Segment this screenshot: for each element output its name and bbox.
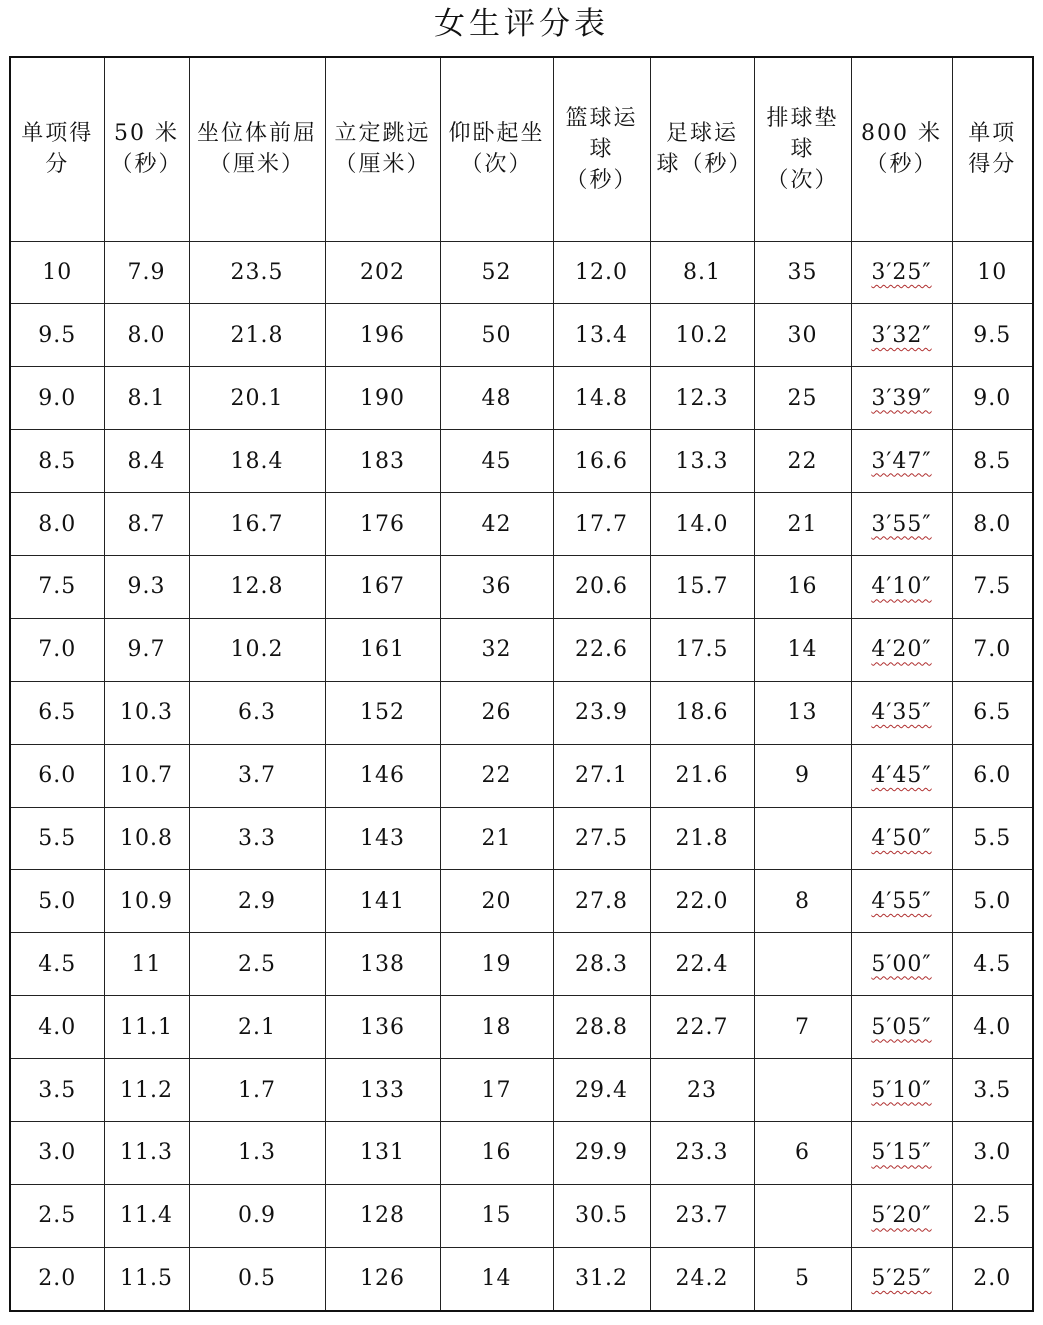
cell-50m: 10.3 [104, 681, 189, 744]
cell-basketball: 28.3 [553, 933, 650, 996]
cell-football: 12.3 [650, 367, 754, 430]
cell-800m [851, 367, 952, 430]
cell-basketball: 27.5 [553, 807, 650, 870]
cell-800m [851, 430, 952, 493]
run-time-value: 4′45″ [871, 763, 932, 789]
cell-football: 22.7 [650, 996, 754, 1059]
cell-50m: 11.2 [104, 1059, 189, 1122]
cell-sit-and-reach: 3.3 [189, 807, 325, 870]
cell-sit-and-reach: 2.5 [189, 933, 325, 996]
cell-score-right: 7.5 [952, 555, 1033, 618]
cell-score-right: 8.5 [952, 430, 1033, 493]
cell-long-jump: 202 [325, 241, 440, 304]
cell-50m: 10.8 [104, 807, 189, 870]
cell-football: 23 [650, 1059, 754, 1122]
cell-football: 17.5 [650, 618, 754, 681]
cell-score-right: 3.0 [952, 1121, 1033, 1184]
table-row [10, 304, 1033, 367]
cell-volleyball: 13 [754, 681, 851, 744]
cell-50m: 11.1 [104, 996, 189, 1059]
header-cell-football: 足球运球（秒） [650, 57, 754, 241]
table-row [10, 744, 1033, 807]
cell-sit-and-reach: 0.5 [189, 1247, 325, 1310]
cell-basketball: 22.6 [553, 618, 650, 681]
cell-50m: 11.4 [104, 1184, 189, 1247]
cell-score: 8.5 [10, 430, 104, 493]
table-row [10, 996, 1033, 1059]
cell-800m [851, 304, 952, 367]
cell-basketball: 27.8 [553, 870, 650, 933]
cell-score-right: 6.5 [952, 681, 1033, 744]
cell-volleyball: 7 [754, 996, 851, 1059]
table-row [10, 870, 1033, 933]
cell-score: 4.0 [10, 996, 104, 1059]
cell-sit-and-reach: 16.7 [189, 493, 325, 556]
cell-basketball: 20.6 [553, 555, 650, 618]
run-time-value: 5′10″ [871, 1077, 932, 1103]
cell-long-jump: 161 [325, 618, 440, 681]
run-time-value: 3′39″ [871, 385, 932, 411]
cell-basketball: 16.6 [553, 430, 650, 493]
cell-long-jump: 152 [325, 681, 440, 744]
cell-volleyball [754, 1184, 851, 1247]
run-time-value: 5′15″ [871, 1140, 932, 1166]
table-row [10, 1247, 1033, 1310]
cell-sit-ups: 20 [440, 870, 553, 933]
cell-score: 6.0 [10, 744, 104, 807]
cell-score: 4.5 [10, 933, 104, 996]
cell-sit-and-reach: 6.3 [189, 681, 325, 744]
cell-score-right: 5.5 [952, 807, 1033, 870]
cell-long-jump: 138 [325, 933, 440, 996]
cell-score: 2.5 [10, 1184, 104, 1247]
cell-score: 3.0 [10, 1121, 104, 1184]
cell-sit-ups: 42 [440, 493, 553, 556]
table-row [10, 430, 1033, 493]
cell-sit-and-reach: 1.7 [189, 1059, 325, 1122]
cell-football: 15.7 [650, 555, 754, 618]
run-time-value: 5′00″ [871, 951, 932, 977]
cell-sit-ups: 32 [440, 618, 553, 681]
cell-volleyball: 9 [754, 744, 851, 807]
cell-800m [851, 1247, 952, 1310]
cell-volleyball [754, 807, 851, 870]
cell-football: 8.1 [650, 241, 754, 304]
cell-football: 24.2 [650, 1247, 754, 1310]
cell-sit-and-reach: 2.9 [189, 870, 325, 933]
cell-sit-and-reach: 23.5 [189, 241, 325, 304]
cell-800m [851, 870, 952, 933]
cell-800m [851, 996, 952, 1059]
cell-volleyball: 21 [754, 493, 851, 556]
run-time-value: 3′32″ [871, 322, 932, 348]
cell-basketball: 17.7 [553, 493, 650, 556]
cell-score-right: 10 [952, 241, 1033, 304]
cell-score-right: 4.0 [952, 996, 1033, 1059]
cell-score-right: 2.5 [952, 1184, 1033, 1247]
cell-800m [851, 555, 952, 618]
header-cell-sit-and-reach: 坐位体前屈（厘米） [189, 57, 325, 241]
run-time-value: 4′20″ [871, 637, 932, 663]
cell-sit-ups: 18 [440, 996, 553, 1059]
header-cell-volleyball: 排球垫球（次） [754, 57, 851, 241]
run-time-value: 4′50″ [871, 825, 932, 851]
cell-score-right: 4.5 [952, 933, 1033, 996]
cell-800m [851, 933, 952, 996]
cell-football: 23.3 [650, 1121, 754, 1184]
cell-50m: 8.1 [104, 367, 189, 430]
cell-50m: 11 [104, 933, 189, 996]
cell-volleyball: 8 [754, 870, 851, 933]
cell-long-jump: 128 [325, 1184, 440, 1247]
header-cell-800m: 800 米（秒） [851, 57, 952, 241]
cell-50m: 11.5 [104, 1247, 189, 1310]
cell-long-jump: 190 [325, 367, 440, 430]
cell-volleyball: 6 [754, 1121, 851, 1184]
cell-basketball: 29.9 [553, 1121, 650, 1184]
cell-50m: 8.0 [104, 304, 189, 367]
cell-basketball: 23.9 [553, 681, 650, 744]
cell-50m: 7.9 [104, 241, 189, 304]
cell-sit-ups: 45 [440, 430, 553, 493]
run-time-value: 5′25″ [871, 1266, 932, 1292]
cell-basketball: 12.0 [553, 241, 650, 304]
cell-score: 3.5 [10, 1059, 104, 1122]
cell-volleyball [754, 1059, 851, 1122]
cell-football: 21.6 [650, 744, 754, 807]
cell-sit-ups: 36 [440, 555, 553, 618]
header-cell-sit-ups: 仰卧起坐（次） [440, 57, 553, 241]
table-row [10, 807, 1033, 870]
cell-sit-and-reach: 12.8 [189, 555, 325, 618]
cell-basketball: 29.4 [553, 1059, 650, 1122]
cell-score: 8.0 [10, 493, 104, 556]
cell-score-right: 9.5 [952, 304, 1033, 367]
cell-long-jump: 133 [325, 1059, 440, 1122]
cell-sit-ups: 22 [440, 744, 553, 807]
table-row [10, 681, 1033, 744]
cell-volleyball: 5 [754, 1247, 851, 1310]
table-row [10, 493, 1033, 556]
cell-football: 22.0 [650, 870, 754, 933]
cell-long-jump: 176 [325, 493, 440, 556]
cell-basketball: 13.4 [553, 304, 650, 367]
header-cell-long-jump: 立定跳远（厘米） [325, 57, 440, 241]
cell-score: 5.5 [10, 807, 104, 870]
cell-score-right: 9.0 [952, 367, 1033, 430]
cell-basketball: 27.1 [553, 744, 650, 807]
run-time-value: 4′10″ [871, 574, 932, 600]
cell-volleyball: 16 [754, 555, 851, 618]
table-row [10, 367, 1033, 430]
cell-sit-and-reach: 3.7 [189, 744, 325, 807]
page-title: 女生评分表 [434, 6, 609, 42]
cell-score-right: 8.0 [952, 493, 1033, 556]
cell-long-jump: 136 [325, 996, 440, 1059]
cell-sit-ups: 14 [440, 1247, 553, 1310]
run-time-value: 3′47″ [871, 448, 932, 474]
run-time-value: 5′20″ [871, 1203, 932, 1229]
cell-football: 22.4 [650, 933, 754, 996]
cell-800m [851, 681, 952, 744]
cell-score: 9.0 [10, 367, 104, 430]
cell-long-jump: 131 [325, 1121, 440, 1184]
cell-basketball: 28.8 [553, 996, 650, 1059]
table-row [10, 555, 1033, 618]
cell-score: 6.5 [10, 681, 104, 744]
run-time-value: 4′55″ [871, 888, 932, 914]
cell-sit-ups: 19 [440, 933, 553, 996]
table-row [10, 241, 1033, 304]
cell-50m: 10.7 [104, 744, 189, 807]
cell-sit-and-reach: 0.9 [189, 1184, 325, 1247]
cell-50m: 9.7 [104, 618, 189, 681]
cell-basketball: 14.8 [553, 367, 650, 430]
cell-long-jump: 167 [325, 555, 440, 618]
cell-long-jump: 146 [325, 744, 440, 807]
header-row [10, 57, 1033, 241]
cell-score: 7.5 [10, 555, 104, 618]
cell-800m [851, 241, 952, 304]
cell-football: 18.6 [650, 681, 754, 744]
cell-score: 2.0 [10, 1247, 104, 1310]
cell-800m [851, 807, 952, 870]
cell-long-jump: 141 [325, 870, 440, 933]
cell-score-right: 3.5 [952, 1059, 1033, 1122]
cell-50m: 10.9 [104, 870, 189, 933]
cell-long-jump: 183 [325, 430, 440, 493]
cell-football: 14.0 [650, 493, 754, 556]
cell-score: 5.0 [10, 870, 104, 933]
run-time-value: 3′25″ [871, 259, 932, 285]
cell-sit-and-reach: 21.8 [189, 304, 325, 367]
cell-volleyball: 25 [754, 367, 851, 430]
cell-score-right: 7.0 [952, 618, 1033, 681]
cell-800m [851, 493, 952, 556]
table-row [10, 1059, 1033, 1122]
cell-basketball: 31.2 [553, 1247, 650, 1310]
cell-basketball: 30.5 [553, 1184, 650, 1247]
cell-50m: 8.7 [104, 493, 189, 556]
cell-50m: 9.3 [104, 555, 189, 618]
cell-800m [851, 618, 952, 681]
cell-sit-ups: 48 [440, 367, 553, 430]
cell-football: 21.8 [650, 807, 754, 870]
table-row [10, 1121, 1033, 1184]
cell-score: 10 [10, 241, 104, 304]
cell-long-jump: 126 [325, 1247, 440, 1310]
cell-volleyball: 35 [754, 241, 851, 304]
cell-score: 7.0 [10, 618, 104, 681]
cell-sit-ups: 15 [440, 1184, 553, 1247]
cell-50m: 11.3 [104, 1121, 189, 1184]
cell-volleyball: 14 [754, 618, 851, 681]
run-time-value: 4′35″ [871, 700, 932, 726]
header-cell-score-right: 单项得分 [952, 57, 1033, 241]
cell-score-right: 2.0 [952, 1247, 1033, 1310]
header-cell-50m: 50 米（秒） [104, 57, 189, 241]
cell-volleyball: 22 [754, 430, 851, 493]
table-row [10, 933, 1033, 996]
cell-long-jump: 196 [325, 304, 440, 367]
cell-sit-ups: 17 [440, 1059, 553, 1122]
cell-volleyball: 30 [754, 304, 851, 367]
cell-football: 23.7 [650, 1184, 754, 1247]
cell-800m [851, 1059, 952, 1122]
table-row [10, 1184, 1033, 1247]
cell-sit-ups: 21 [440, 807, 553, 870]
cell-800m [851, 1184, 952, 1247]
cell-football: 13.3 [650, 430, 754, 493]
cell-sit-ups: 16 [440, 1121, 553, 1184]
cell-800m [851, 744, 952, 807]
cell-sit-ups: 50 [440, 304, 553, 367]
cell-long-jump: 143 [325, 807, 440, 870]
cell-score: 9.5 [10, 304, 104, 367]
run-time-value: 5′05″ [871, 1014, 932, 1040]
score-table [9, 56, 1034, 1312]
cell-sit-and-reach: 2.1 [189, 996, 325, 1059]
header-cell-score: 单项得分 [10, 57, 104, 241]
cell-sit-ups: 52 [440, 241, 553, 304]
cell-football: 10.2 [650, 304, 754, 367]
run-time-value: 3′55″ [871, 511, 932, 537]
cell-sit-and-reach: 20.1 [189, 367, 325, 430]
cell-sit-and-reach: 1.3 [189, 1121, 325, 1184]
cell-score-right: 5.0 [952, 870, 1033, 933]
cell-score-right: 6.0 [952, 744, 1033, 807]
cell-800m [851, 1121, 952, 1184]
cell-volleyball [754, 933, 851, 996]
cell-sit-and-reach: 10.2 [189, 618, 325, 681]
cell-50m: 8.4 [104, 430, 189, 493]
table-body [10, 241, 1033, 1311]
header-cell-basketball: 篮球运球（秒） [553, 57, 650, 241]
cell-sit-and-reach: 18.4 [189, 430, 325, 493]
cell-sit-ups: 26 [440, 681, 553, 744]
table-row [10, 618, 1033, 681]
